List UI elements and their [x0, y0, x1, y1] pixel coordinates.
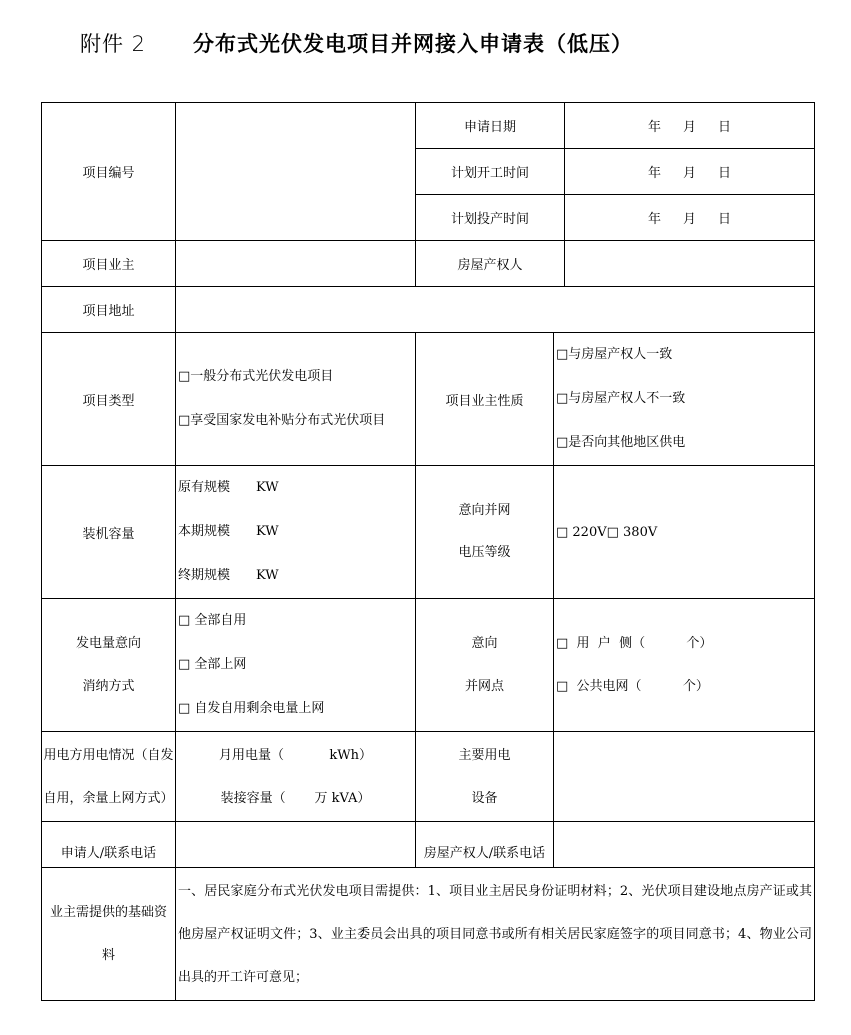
consumption-all-self[interactable]: □ 全部自用 — [178, 613, 247, 628]
house-owner-label: 房屋产权人 — [416, 241, 565, 287]
consumption-surplus-grid[interactable]: □ 自发自用剩余电量上网 — [178, 701, 325, 716]
application-form-table — [41, 102, 815, 1001]
basic-materials-text: 一、居民家庭分布式光伏发电项目需提供：1、项目业主居民身份证明材料；2、光伏项目建设地点房产证或其他房屋产权证明文件；3、业主委员会出具的项目同意书或所有相关居民家庭签字的项目同意书；4、物业公司出具的开工许可意见； — [176, 868, 815, 1001]
basic-label-line1: 业主需提供的基础资 — [49, 905, 167, 920]
capacity-original-label: 原有规模 — [178, 480, 231, 495]
usage-label-line1: 用电方用电情况（自发 — [43, 747, 174, 763]
consumption-all-grid[interactable]: □ 全部上网 — [178, 657, 247, 672]
page-header — [80, 28, 820, 58]
month-label: 月 — [683, 212, 697, 227]
project-type-label: 项目类型 — [42, 333, 176, 466]
house-owner-contact-label: 房屋产权人/联系电话 — [416, 822, 554, 868]
start-date-value[interactable] — [565, 149, 815, 195]
day-label: 日 — [718, 166, 732, 181]
house-owner-contact-value[interactable] — [554, 822, 815, 868]
voltage-level-label — [416, 466, 554, 599]
attachment-label: 附件 2 — [80, 32, 147, 56]
voltage-label-line1: 意向并网 — [458, 503, 511, 518]
equipment-label-line2: 设备 — [471, 790, 498, 806]
grid-point-label — [416, 599, 554, 732]
project-type-option-subsidy[interactable]: □享受国家发电补贴分布式光伏项目 — [178, 413, 386, 428]
capacity-current-label: 本期规模 — [178, 524, 231, 539]
owner-nature-different[interactable]: □与房屋产权人不一致 — [556, 391, 686, 406]
apply-date-label: 申请日期 — [416, 103, 565, 149]
apply-date-value[interactable] — [565, 103, 815, 149]
basic-materials-label — [42, 868, 176, 1001]
address-value[interactable] — [176, 287, 815, 333]
address-label: 项目地址 — [42, 287, 176, 333]
project-type-option-general[interactable]: □一般分布式光伏发电项目 — [178, 369, 334, 384]
operate-date-label: 计划投产时间 — [416, 195, 565, 241]
operate-date-value[interactable] — [565, 195, 815, 241]
capacity-final-label: 终期规模 — [178, 568, 231, 583]
owner-value[interactable] — [176, 241, 416, 287]
year-label: 年 — [647, 166, 661, 181]
basic-label-line2: 料 — [101, 948, 115, 963]
consumption-label — [42, 599, 176, 732]
project-no-value[interactable] — [176, 103, 416, 241]
capacity-unit: KW — [256, 524, 279, 539]
start-date-label: 计划开工时间 — [416, 149, 565, 195]
usage-label-line2: 自用，余量上网方式） — [43, 790, 174, 806]
year-label: 年 — [647, 120, 661, 135]
document-title: 分布式光伏发电项目并网接入申请表（低压） — [193, 32, 633, 56]
monthly-consumption[interactable]: 月用电量（ kWh） — [218, 747, 373, 763]
capacity-unit: KW — [256, 480, 279, 495]
grid-point-label-line1: 意向 — [471, 636, 498, 651]
house-owner-value[interactable] — [565, 241, 815, 287]
main-equipment-value[interactable] — [554, 732, 815, 822]
capacity-final[interactable] — [178, 554, 415, 598]
month-label: 月 — [683, 166, 697, 181]
grid-point-label-line2: 并网点 — [464, 679, 504, 694]
grid-point-options — [554, 599, 815, 732]
equipment-label-line1: 主要用电 — [458, 747, 511, 763]
month-label: 月 — [683, 120, 697, 135]
owner-nature-options — [554, 333, 815, 466]
applicant-contact-value[interactable] — [176, 822, 416, 868]
day-label: 日 — [718, 212, 732, 227]
owner-nature-label: 项目业主性质 — [416, 333, 554, 466]
owner-nature-same[interactable]: □与房屋产权人一致 — [556, 347, 673, 362]
project-type-options — [176, 333, 416, 466]
main-equipment-label — [416, 732, 554, 822]
capacity-original[interactable] — [178, 466, 415, 510]
voltage-label-line2: 电压等级 — [458, 545, 511, 560]
usage-label — [42, 732, 176, 822]
capacity-current[interactable] — [178, 510, 415, 554]
usage-values — [176, 732, 416, 822]
capacity-values — [176, 466, 416, 599]
capacity-unit: KW — [256, 568, 279, 583]
consumption-label-line1: 发电量意向 — [75, 636, 141, 651]
voltage-options[interactable]: □ 220V□ 380V — [554, 466, 815, 599]
grid-point-public-grid[interactable]: □ 公共电网（ 个） — [556, 679, 709, 694]
capacity-label: 装机容量 — [42, 466, 176, 599]
day-label: 日 — [718, 120, 732, 135]
grid-point-user-side[interactable]: □ 用 户 侧（ 个） — [556, 636, 713, 651]
consumption-options — [176, 599, 416, 732]
consumption-label-line2: 消纳方式 — [82, 679, 135, 694]
year-label: 年 — [647, 212, 661, 227]
project-no-label: 项目编号 — [42, 103, 176, 241]
owner-label: 项目业主 — [42, 241, 176, 287]
installed-capacity[interactable]: 装接容量（ 万 kVA） — [220, 790, 371, 806]
owner-nature-supply-other[interactable]: □是否向其他地区供电 — [556, 435, 686, 450]
applicant-contact-label: 申请人/联系电话 — [42, 822, 176, 868]
